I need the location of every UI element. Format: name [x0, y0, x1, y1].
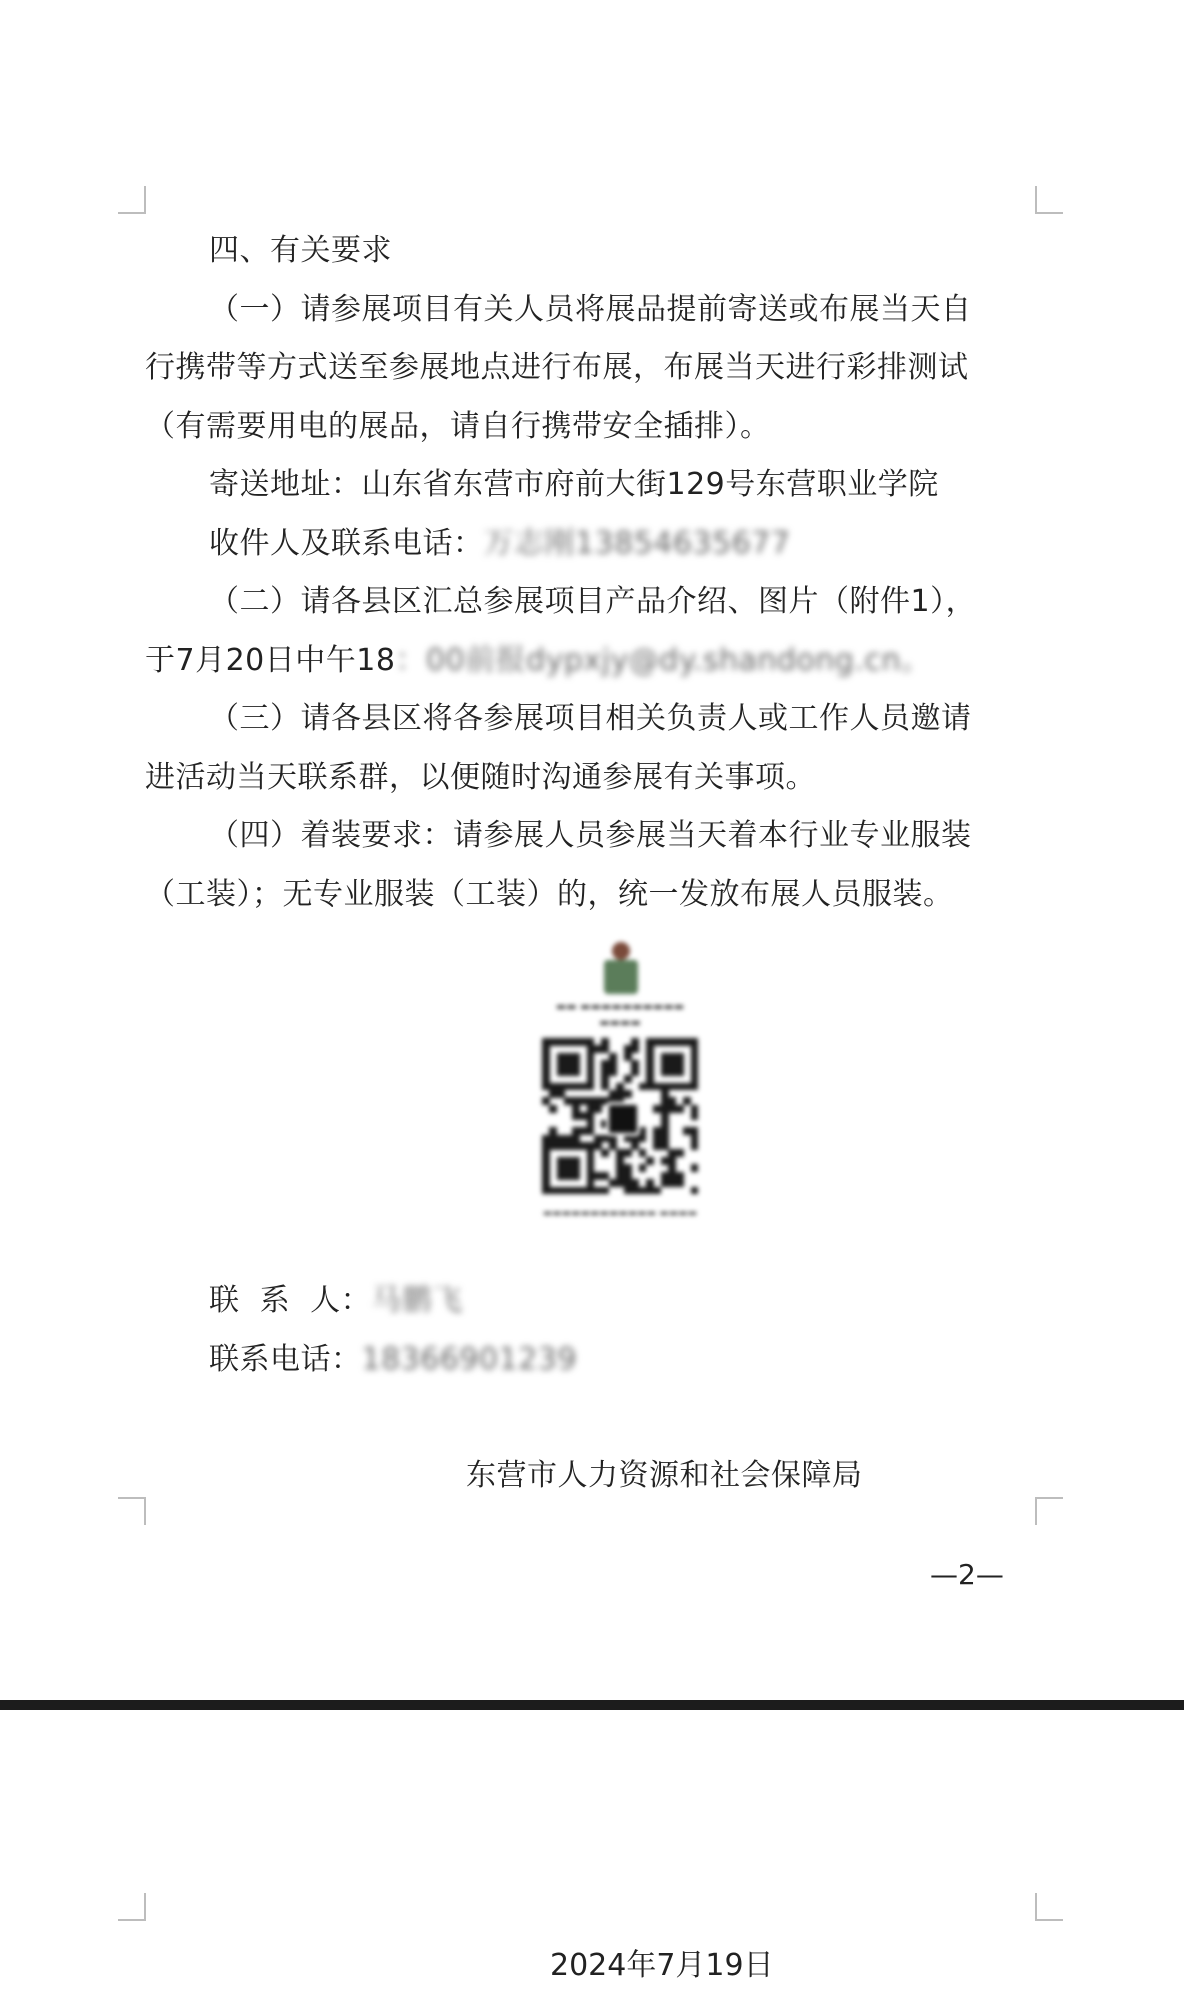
recipient-line — [145, 515, 1045, 574]
qr-module — [639, 1083, 647, 1091]
qr-module — [542, 1149, 550, 1157]
qr-module — [572, 1105, 580, 1113]
qr-module — [564, 1068, 572, 1076]
margin-corner-mark — [118, 1893, 146, 1921]
qr-module — [557, 1083, 565, 1091]
qr-module — [601, 1172, 609, 1180]
qr-module — [579, 1142, 587, 1150]
qr-module — [594, 1105, 602, 1113]
qr-module — [542, 1038, 550, 1046]
qr-module — [587, 1172, 595, 1180]
qr-module — [676, 1179, 684, 1187]
qr-module — [676, 1083, 684, 1091]
qr-module — [572, 1068, 580, 1076]
qr-module — [572, 1157, 580, 1165]
qr-module — [579, 1038, 587, 1046]
paragraph-line: （二）请各县区汇总参展项目产品介绍、图片（附件1）， — [209, 584, 977, 619]
qr-module — [572, 1172, 580, 1180]
qr-module — [557, 1172, 565, 1180]
qr-module — [668, 1149, 676, 1157]
paragraph-line: （三）请各县区将各参展项目相关负责人或工作人员邀请 — [209, 701, 972, 736]
qr-module — [572, 1083, 580, 1091]
qr-module — [646, 1179, 654, 1187]
qr-module — [542, 1097, 550, 1105]
qr-module — [579, 1187, 587, 1195]
qr-module — [653, 1038, 661, 1046]
document-body — [145, 222, 1045, 924]
qr-module — [683, 1038, 691, 1046]
qr-module — [557, 1135, 565, 1143]
qr-module — [691, 1187, 699, 1195]
qr-module — [542, 1053, 550, 1061]
qr-module — [587, 1112, 595, 1120]
paragraph-line: （工装）；无专业服装（工装）的，统一发放布展人员服装。 — [145, 876, 954, 912]
qr-module — [661, 1157, 669, 1165]
qr-module — [601, 1038, 609, 1046]
qr-module — [594, 1097, 602, 1105]
qr-module — [661, 1179, 669, 1187]
qr-module — [587, 1045, 595, 1053]
qr-module — [587, 1127, 595, 1135]
qr-module — [639, 1164, 647, 1172]
paragraph-line: 行携带等方式送至参展地点进行布展，布展当天进行彩排测试 — [145, 350, 969, 385]
qr-module — [653, 1135, 661, 1143]
issuer-signature: 东营市人力资源和社会保障局 — [466, 1458, 863, 1493]
qr-module — [572, 1187, 580, 1195]
qr-module — [594, 1187, 602, 1195]
qr-module — [661, 1083, 669, 1091]
qr-module — [542, 1142, 550, 1150]
qr-module — [676, 1060, 684, 1068]
recipient-label: 收件人及联系电话： — [209, 525, 484, 561]
qr-module — [616, 1090, 624, 1098]
qr-module — [564, 1142, 572, 1150]
qr-module — [609, 1053, 617, 1061]
qr-module — [572, 1112, 580, 1120]
qr-module — [557, 1157, 565, 1165]
qr-caption-redacted: ▬▬ ▬▬▬▬▬▬▬▬▬▬ — [555, 1000, 685, 1013]
qr-module — [601, 1060, 609, 1068]
qr-module — [631, 1045, 639, 1053]
qr-module — [624, 1164, 632, 1172]
page-number: —2— — [930, 1558, 1004, 1591]
paragraph-line: 进活动当天联系群，以便随时沟通参展有关事项。 — [145, 759, 816, 795]
qr-module — [587, 1097, 595, 1105]
qr-module — [601, 1083, 609, 1091]
qr-module — [616, 1179, 624, 1187]
qr-module — [564, 1038, 572, 1046]
qr-module — [564, 1060, 572, 1068]
qr-module — [691, 1135, 699, 1143]
qr-module — [587, 1105, 595, 1113]
document-date: 2024年7月19日 — [550, 1948, 774, 1983]
qr-module — [587, 1149, 595, 1157]
qr-module — [557, 1164, 565, 1172]
qr-module — [661, 1090, 669, 1098]
qr-module — [668, 1038, 676, 1046]
qr-module — [564, 1053, 572, 1061]
qr-module — [624, 1179, 632, 1187]
qr-module — [557, 1142, 565, 1150]
qr-module — [624, 1149, 632, 1157]
qr-module — [653, 1105, 661, 1113]
qr-module — [661, 1142, 669, 1150]
qr-footer-redacted: ▬▬▬▬▬▬▬▬▬▬▬▬ ▬▬▬▬ — [542, 1208, 698, 1219]
qr-module — [624, 1045, 632, 1053]
qr-module — [639, 1187, 647, 1195]
qr-module — [587, 1187, 595, 1195]
qr-module — [668, 1097, 676, 1105]
qr-module — [542, 1187, 550, 1195]
qr-module — [691, 1164, 699, 1172]
contact-label: 联 系 人： — [209, 1283, 372, 1318]
qr-module — [549, 1187, 557, 1195]
recipient-value-redacted: 万志刚13854635677 — [483, 525, 791, 561]
qr-module — [587, 1060, 595, 1068]
qr-module — [601, 1187, 609, 1195]
margin-corner-mark — [118, 186, 146, 214]
qr-module — [542, 1135, 550, 1143]
qr-module — [676, 1172, 684, 1180]
qr-module — [691, 1142, 699, 1150]
qr-module — [601, 1068, 609, 1076]
qr-module — [676, 1149, 684, 1157]
qr-module — [616, 1149, 624, 1157]
deadline-email-redacted: ：00前报dypxjy@dy.shandong.cn。 — [395, 642, 932, 678]
paragraph-line: （有需要用电的展品，请自行携带安全插排）。 — [145, 408, 771, 444]
qr-module — [668, 1179, 676, 1187]
qr-module — [661, 1127, 669, 1135]
qr-module — [646, 1157, 654, 1165]
qr-module — [572, 1053, 580, 1061]
qr-module — [564, 1157, 572, 1165]
qr-module — [691, 1068, 699, 1076]
qr-module — [587, 1068, 595, 1076]
qr-module — [557, 1038, 565, 1046]
qr-module — [564, 1135, 572, 1143]
qr-module — [609, 1090, 617, 1098]
qr-module — [639, 1135, 647, 1143]
qr-module — [579, 1112, 587, 1120]
qr-module — [572, 1038, 580, 1046]
qr-module — [661, 1053, 669, 1061]
qr-module — [691, 1083, 699, 1091]
qr-module — [653, 1187, 661, 1195]
group-avatar-icon — [604, 942, 638, 996]
qr-module — [683, 1127, 691, 1135]
qr-module — [564, 1164, 572, 1172]
qr-module — [549, 1038, 557, 1046]
qr-module — [587, 1083, 595, 1091]
qr-module — [661, 1135, 669, 1143]
margin-corner-mark — [118, 1497, 146, 1525]
qr-module — [661, 1060, 669, 1068]
qr-module — [691, 1105, 699, 1113]
qr-module — [549, 1083, 557, 1091]
qr-module — [542, 1179, 550, 1187]
margin-corner-mark — [1035, 1497, 1063, 1525]
qr-module — [579, 1127, 587, 1135]
qr-module — [676, 1053, 684, 1061]
qr-module — [624, 1187, 632, 1195]
wechat-logo-icon — [606, 1102, 640, 1136]
section-heading: 四、有关要求 — [209, 233, 392, 268]
qr-module — [691, 1038, 699, 1046]
qr-module — [587, 1142, 595, 1150]
qr-module — [691, 1045, 699, 1053]
margin-corner-mark — [1035, 186, 1063, 214]
qr-module — [542, 1060, 550, 1068]
qr-caption-redacted: ▬▬▬▬ — [599, 1016, 641, 1029]
qr-module — [557, 1060, 565, 1068]
paragraph-line: （四）着装要求：请参展人员参展当天着本行业专业服装 — [209, 818, 972, 853]
qr-module — [542, 1172, 550, 1180]
qr-module — [646, 1045, 654, 1053]
qr-module — [616, 1164, 624, 1172]
qr-module — [587, 1075, 595, 1083]
qr-module — [683, 1097, 691, 1105]
qr-module — [646, 1053, 654, 1061]
qr-module — [601, 1075, 609, 1083]
qr-module — [624, 1090, 632, 1098]
qr-module — [676, 1038, 684, 1046]
qr-module — [668, 1157, 676, 1165]
qr-module — [653, 1083, 661, 1091]
qr-module — [683, 1083, 691, 1091]
qr-module — [564, 1083, 572, 1091]
contact-block — [145, 1272, 1045, 1389]
qr-module — [587, 1120, 595, 1128]
contact-name-redacted: 马鹏飞 — [371, 1283, 463, 1318]
qr-module — [542, 1075, 550, 1083]
qr-module — [587, 1179, 595, 1187]
qr-module — [661, 1120, 669, 1128]
qr-module — [616, 1157, 624, 1165]
qr-module — [572, 1097, 580, 1105]
qr-module — [572, 1060, 580, 1068]
qr-module — [542, 1045, 550, 1053]
qr-module — [668, 1053, 676, 1061]
page-separator — [0, 1700, 1184, 1710]
qr-module — [668, 1172, 676, 1180]
qr-module — [691, 1060, 699, 1068]
qr-module — [676, 1105, 684, 1113]
qr-module — [631, 1187, 639, 1195]
qr-module — [661, 1038, 669, 1046]
address-value: 山东省东营市府前大街129号东营职业学院 — [361, 467, 939, 502]
qr-module — [542, 1157, 550, 1165]
qr-module — [587, 1038, 595, 1046]
qr-module — [542, 1083, 550, 1091]
qr-module — [557, 1187, 565, 1195]
qr-module — [661, 1097, 669, 1105]
qr-module — [572, 1127, 580, 1135]
qr-module — [646, 1187, 654, 1195]
qr-module — [564, 1172, 572, 1180]
qr-module — [557, 1068, 565, 1076]
qr-module — [549, 1135, 557, 1143]
qr-module — [587, 1053, 595, 1061]
qr-module — [601, 1045, 609, 1053]
phone-label: 联系电话： — [209, 1341, 362, 1377]
qr-module — [624, 1053, 632, 1061]
qr-module — [549, 1105, 557, 1113]
deadline-text: 于7月20日中午18 — [145, 642, 396, 678]
qr-module — [691, 1127, 699, 1135]
qr-module — [609, 1179, 617, 1187]
qr-module — [579, 1097, 587, 1105]
qr-module — [631, 1060, 639, 1068]
deadline-line — [145, 632, 1045, 691]
qr-module — [594, 1045, 602, 1053]
qr-module — [594, 1135, 602, 1143]
qr-module — [631, 1068, 639, 1076]
paragraph-line: （一）请参展项目有关人员将展品提前寄送或布展当天自 — [209, 291, 972, 327]
qr-module — [661, 1068, 669, 1076]
qr-module — [646, 1083, 654, 1091]
qr-module — [572, 1142, 580, 1150]
margin-corner-mark — [1035, 1893, 1063, 1921]
qr-module — [609, 1142, 617, 1150]
qr-module — [601, 1149, 609, 1157]
qr-module — [646, 1068, 654, 1076]
qr-code-icon — [542, 1038, 698, 1194]
address-line — [145, 456, 1045, 515]
qr-module — [587, 1157, 595, 1165]
qr-module — [653, 1142, 661, 1150]
qr-module — [691, 1053, 699, 1061]
qr-module — [616, 1083, 624, 1091]
qr-module — [691, 1075, 699, 1083]
qr-module — [579, 1083, 587, 1091]
qr-module — [549, 1090, 557, 1098]
qr-module — [549, 1142, 557, 1150]
qr-module — [572, 1164, 580, 1172]
phone-value-redacted: 18366901239 — [361, 1341, 577, 1377]
qr-code-image — [536, 938, 704, 1228]
qr-module — [572, 1135, 580, 1143]
qr-module — [609, 1060, 617, 1068]
qr-module — [564, 1187, 572, 1195]
qr-module — [631, 1179, 639, 1187]
qr-module — [661, 1172, 669, 1180]
qr-module — [661, 1112, 669, 1120]
qr-module — [668, 1083, 676, 1091]
qr-module — [616, 1172, 624, 1180]
qr-module — [542, 1068, 550, 1076]
qr-module — [668, 1164, 676, 1172]
qr-module — [631, 1038, 639, 1046]
qr-module — [594, 1172, 602, 1180]
qr-module — [557, 1090, 565, 1098]
qr-module — [676, 1068, 684, 1076]
qr-module — [631, 1142, 639, 1150]
qr-module — [594, 1142, 602, 1150]
qr-module — [646, 1060, 654, 1068]
qr-module — [661, 1105, 669, 1113]
qr-module — [587, 1164, 595, 1172]
qr-module — [668, 1105, 676, 1113]
contact-phone-line — [145, 1331, 1045, 1390]
qr-module — [624, 1172, 632, 1180]
qr-module — [646, 1075, 654, 1083]
qr-module — [557, 1053, 565, 1061]
qr-module — [624, 1075, 632, 1083]
qr-module — [639, 1149, 647, 1157]
qr-module — [653, 1127, 661, 1135]
qr-module — [542, 1164, 550, 1172]
qr-module — [691, 1112, 699, 1120]
qr-module — [549, 1127, 557, 1135]
qr-module — [564, 1097, 572, 1105]
address-label: 寄送地址： — [209, 467, 362, 502]
qr-module — [646, 1038, 654, 1046]
qr-module — [668, 1068, 676, 1076]
qr-module — [609, 1068, 617, 1076]
qr-module — [668, 1060, 676, 1068]
contact-person-line — [145, 1272, 1045, 1331]
